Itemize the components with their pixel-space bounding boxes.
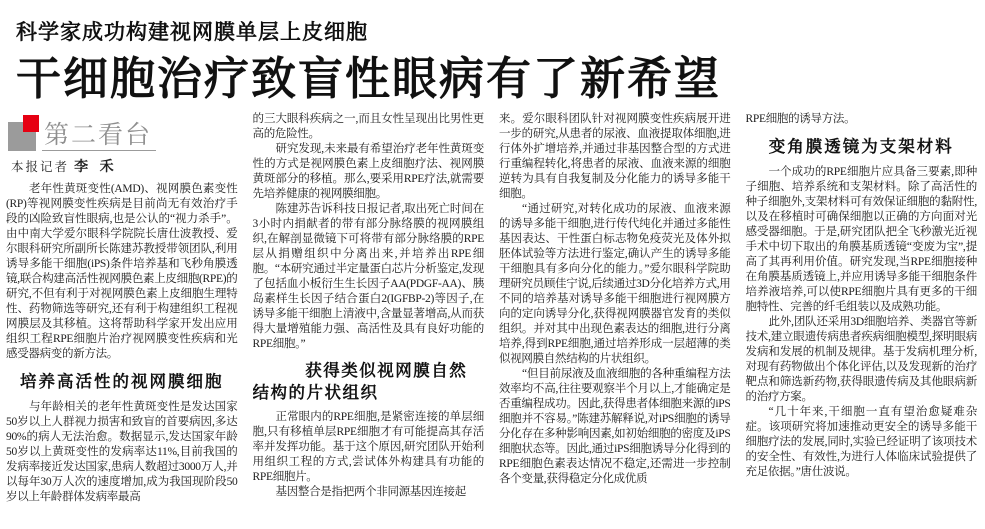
paragraph: “几十年来,干细胞一直有望治愈疑难杂症。该项研究将加速推动更安全的诱导多能干细胞疗法的发展,同时,实验已经证明了该项技术的安全性、有效性,为进行人体临床试验提供了充足依据。”唐仕波说。 bbox=[745, 405, 977, 478]
section-logo-icon bbox=[8, 114, 42, 151]
section-row bbox=[8, 114, 238, 151]
paragraph: “通过研究,对转化成功的尿液、血液来源的诱导多能干细胞,进行传代纯化并通过多能性基因表达、干性蛋白标志物免疫荧光及体外拟胚体试验等方法进行鉴定,确认产生的诱导多能干细胞具有多向分化的能力。”爱尔眼科学院助理研究员顾佳宁说,后续通过3D分化培养方式,用不同的培养基对诱导多能干细胞进行视网膜方向的定向诱导分化,获得视网膜器官发育的类似组织。并对其中出现色素表达的细胞,进行分离培养,得到RPE细胞,通过培养形成一层超薄的类似视网膜自然结构的片状组织。 bbox=[499, 203, 731, 366]
byline-label: 本报记者 bbox=[11, 160, 70, 175]
paragraph: “但目前尿液及血液细胞的各种重编程方法效率均不高,往往要观察半个月以上,才能确定是否重编程成功。因此,获得患者体细胞来源的iPS细胞并不容易。”陈建苏解释说,对iPS细胞的诱导分化存在多种影响因素,如初始细胞的密度及iPS细胞状态等。因此,通过iPS细胞诱导分化得到的RPE细胞色素表达情况不稳定,还需进一步控制各个变量,获得稳定分化成优质 bbox=[499, 368, 731, 486]
continued-paragraph: RPE细胞的诱导方法。 bbox=[745, 113, 856, 126]
continued-paragraph: 来。爱尔眼科团队针对视网膜变性疾病展开进一步的研究,从患者的尿液、血液提取体细胞,进行体外扩增培养,并通过非基因整合型的方式进行重编程转化,将患者的尿液、血液来源的细胞逆转为具有自我复制及分化能力的诱导多能干细胞。 bbox=[499, 113, 731, 201]
paragraph: 一个成功的RPE细胞片应具备三要素,即种子细胞、培养系统和支架材料。除了高活性的种子细胞外,支架材料可有效保证细胞的黏附性,以及在移植时可确保细胞以正确的方向面对光感受器细胞。于是,研究团队把全飞秒激光近视手术中切下取出的角膜基质透镜“变废为宝”,提高了其再利用价值。研究发现,当RPE细胞接种在角膜基质透镜上,并应用诱导多能干细胞条件培养液培养,可以使RPE细胞片具有更多的干细胞特性、完善的纤毛组装以及成熟功能。 bbox=[745, 165, 977, 313]
column-1 bbox=[6, 112, 238, 524]
reporter-name: 李 禾 bbox=[74, 160, 118, 176]
headline: 干细胞治疗致盲性眼病有了新希望 bbox=[16, 53, 722, 104]
kicker: 科学家成功构建视网膜单层上皮细胞 bbox=[16, 20, 368, 44]
byline bbox=[11, 156, 238, 176]
column-4 bbox=[746, 112, 978, 524]
article-header bbox=[0, 0, 985, 102]
section-subhead: 培养高活性的视网膜细胞 bbox=[20, 373, 224, 392]
article-body bbox=[0, 112, 985, 524]
section-masthead bbox=[8, 114, 238, 176]
paragraph: 基因整合是指把两个非同源基因连接起 bbox=[275, 486, 466, 499]
paragraph: 此外,团队还采用3D细胞培养、类器官等新技术,建立眼遗传病患者疾病细胞模型,探明眼病发病和发展的机制及规律。基于发病机理分析,对现有药物做出个体化评估,以及发现新的治疗靶点和筛选新药物,获得眼遗传病及其他眼病新的治疗方案。 bbox=[745, 315, 977, 403]
section-subhead: 变角膜透镜为支架材料 bbox=[768, 138, 954, 157]
logo-red-square bbox=[23, 115, 39, 132]
column-2 bbox=[253, 112, 485, 524]
paragraph: 研究发现,未来最有希望治疗老年性黄斑变性的方式是视网膜色素上皮细胞疗法、视网膜黄斑部分的移植。那么,要采用RPE疗法,就需要先培养健康的视网膜细胞。 bbox=[252, 143, 484, 201]
section-subhead: 获得类似视网膜自然结构的片状组织 bbox=[252, 362, 468, 402]
paragraph: 老年性黄斑变性(AMD)、视网膜色素变性(RP)等视网膜变性疾病是目前尚无有效治疗手段的凶险致盲性眼病,也是公认的“视力杀手”。由中南大学爱尔眼科学院院长唐仕波教授、爱尔眼科研究所副所长陈建苏教授带领团队,利用诱导多能干细胞(iPS)条件培养基和飞秒角膜透镜,联合构建高活性视网膜色素上皮细胞(RPE)的研究,不但有利于对视网膜色素上皮细胞生理特性、药物筛选等研究,还有利于构建组织工程视网膜层及其移植。这将帮助科学家开发出应用组织工程RPE细胞片治疗视网膜变性疾病和光感受器病变的新方法。 bbox=[6, 183, 238, 361]
column-3 bbox=[499, 112, 731, 524]
paragraph: 正常眼内的RPE细胞,是紧密连接的单层细胞,只有移植单层RPE细胞才有可能提高其存活率并发挥功能。基于这个原因,研究团队开始利用组织工程的方式,尝试体外构建具有功能的RPE细胞片。 bbox=[252, 411, 484, 484]
paragraph: 陈建苏告诉科技日报记者,取出死亡时间在3小时内捐献者的带有部分脉络膜的视网膜组织,在解剖显微镜下可将带有部分脉络膜的RPE层从捐赠组织中分离出来,并培养出RPE细胞。“本研究通过半定量蛋白芯片分析鉴定,发现了包括血小板衍生生长因子AA(PDGF-AA)、胰岛素样生长因子结合蛋白2(IGFBP-2)等因子,在诱导多能干细胞上清液中,含量显著增高,从而获得大量增殖能力强、高活性及具有良好功能的RPE细胞。” bbox=[252, 203, 484, 351]
section-title: 第二看台 bbox=[42, 121, 156, 152]
continued-paragraph: 的三大眼科疾病之一,而且女性呈现出比男性更高的危险性。 bbox=[252, 113, 484, 141]
paragraph: 与年龄相关的老年性黄斑变性是发达国家50岁以上人群视力损害和致盲的首要病因,多达90%的病人无法治愈。数据显示,发达国家年龄50岁以上黄斑变性的发病率达11%,目前我国的发病率接近发达国家,患病人数超过3000万人,并以每年30万人次的速度增加,成为我国现阶段50岁以上年龄群体发病率最高 bbox=[6, 400, 238, 503]
